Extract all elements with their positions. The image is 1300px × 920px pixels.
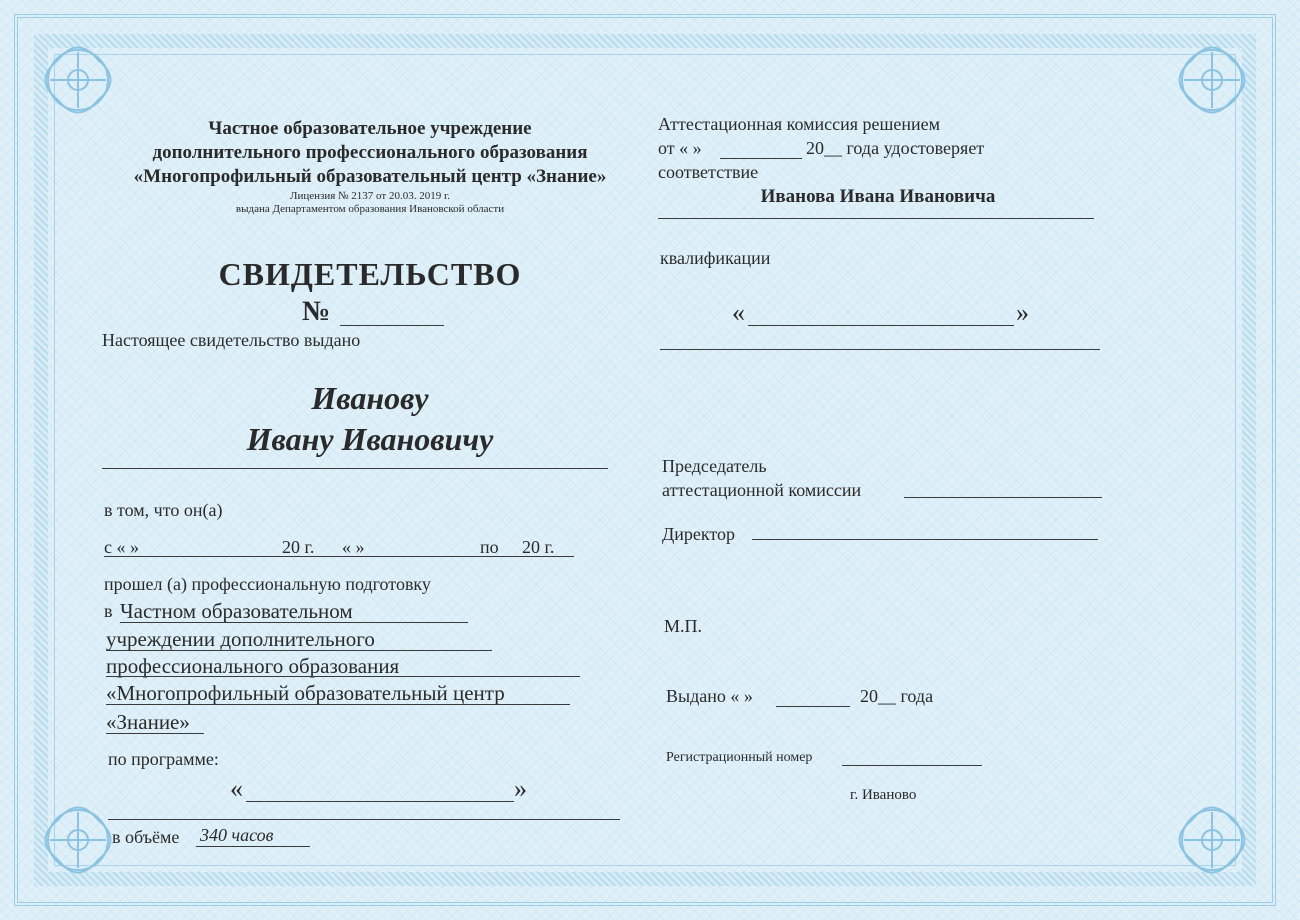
org-header-line3: «Многопрофильный образовательный центр «Знание» [133, 166, 607, 187]
period-to: по [480, 537, 499, 557]
org-underline1 [120, 622, 468, 623]
org-line4: «Многопрофильный образовательный центр [106, 681, 505, 705]
chairman-signature-line [904, 497, 1102, 498]
org-underline5 [106, 733, 204, 734]
volume-underline [196, 846, 310, 847]
holder-name: Иванова Ивана Ивановича [760, 186, 996, 207]
program-label: по программе: [108, 749, 219, 769]
director-signature-line [752, 539, 1098, 540]
period-year1: 20 г. [282, 537, 315, 557]
org-underline4 [106, 704, 570, 705]
completed-label: прошел (а) профессиональную подготовку [104, 574, 431, 594]
commission-date-quote: от « » [658, 138, 702, 158]
recipient-surname: Иванову [311, 380, 429, 416]
org-line2: учреждении дополнительного [106, 627, 375, 651]
volume-value: 340 часов [200, 825, 274, 845]
period-q2: « » [342, 537, 365, 557]
org-header-line1: Частное образовательное учреждение [208, 118, 532, 139]
org-header-line2: дополнительного профессионального образования [152, 142, 588, 163]
program-blank [246, 801, 514, 802]
qual-open-quote: « [732, 298, 745, 327]
registration-blank [842, 765, 982, 766]
commission-date-blank [720, 158, 802, 159]
corner-ornament-icon [1162, 30, 1262, 130]
issued-date-blank [776, 706, 850, 707]
qualification-label: квалификации [660, 248, 771, 268]
qual-blank [748, 325, 1014, 326]
commission-line1: Аттестационная комиссия решением [658, 114, 941, 134]
volume-label: в объёме [112, 827, 180, 847]
that-label: в том, что он(а) [104, 500, 223, 520]
holder-underline [658, 218, 1094, 219]
director-label: Директор [662, 524, 736, 544]
city-label: г. Иваново [850, 787, 917, 803]
recipient-name: Ивану Ивановичу [246, 421, 494, 457]
number-label: № [302, 296, 332, 327]
chairman-label2: аттестационной комиссии [662, 480, 862, 500]
issued-year: 20__ года [860, 686, 934, 706]
registration-label: Регистрационный номер [666, 750, 813, 765]
commission-year: 20__ года удостоверяет [806, 138, 985, 158]
org-line5: «Знание» [106, 710, 190, 734]
program-underline [108, 819, 620, 820]
period-from: с « » [104, 537, 139, 557]
program-open-quote: « [230, 774, 243, 803]
corner-ornament-icon [1162, 790, 1262, 890]
qual-underline [660, 349, 1100, 350]
recipient-underline [102, 468, 608, 469]
org-underline3 [106, 676, 580, 677]
program-close-quote: » [514, 774, 527, 803]
period-underline [104, 556, 574, 557]
in-label: в [104, 601, 113, 621]
stamp-label: М.П. [664, 616, 703, 636]
corner-ornament-icon [28, 30, 128, 130]
conformity-label: соответствие [658, 162, 759, 182]
license-text: Лицензия № 2137 от 20.03. 2019 г. [290, 190, 450, 202]
org-underline2 [106, 650, 492, 651]
chairman-label1: Председатель [662, 456, 767, 476]
org-line1: Частном образовательном [120, 599, 353, 623]
issued-to-label: Настоящее свидетельство выдано [102, 330, 361, 350]
qual-close-quote: » [1016, 298, 1029, 327]
period-year2: 20 г. [522, 537, 555, 557]
issued-date-label: Выдано « » [666, 686, 753, 706]
number-blank [340, 325, 444, 326]
license-issuer: выдана Департаментом образования Ивановской области [235, 203, 505, 215]
page-title: СВИДЕТЕЛЬСТВО [218, 256, 522, 292]
org-line3: профессионального образования [106, 654, 400, 678]
